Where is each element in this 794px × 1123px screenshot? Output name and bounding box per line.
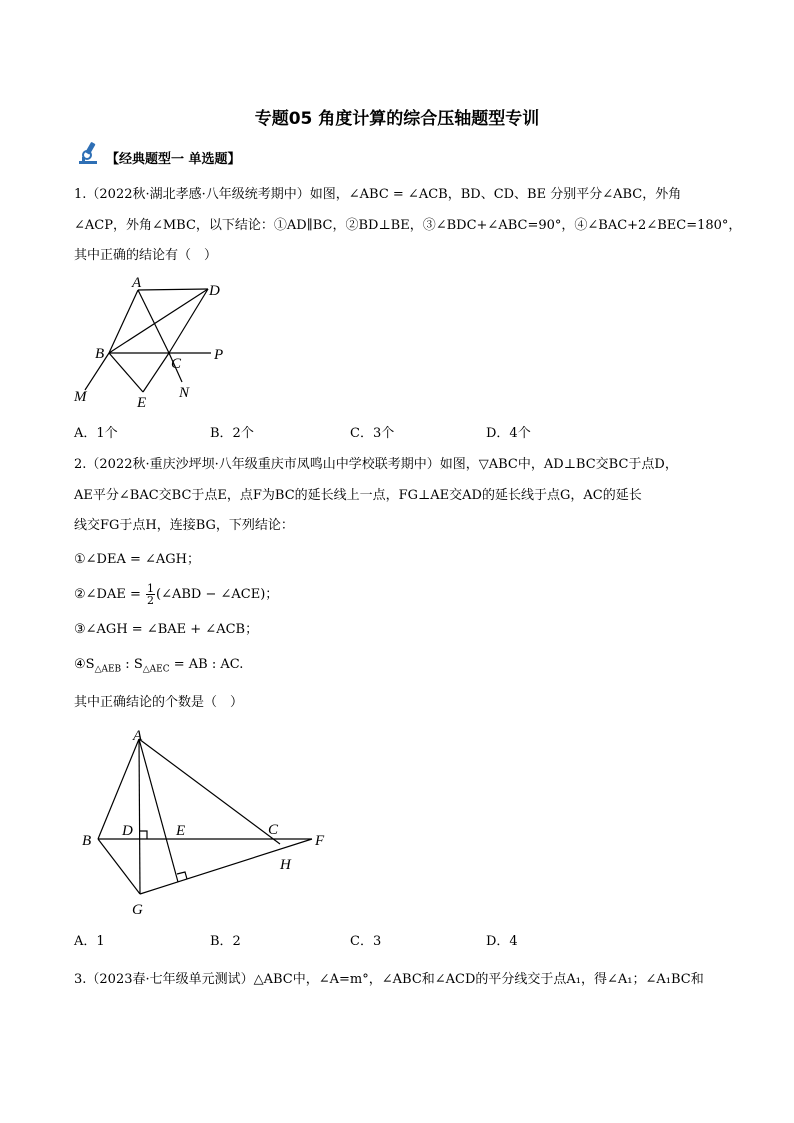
- q2-option-c[interactable]: C．3: [350, 934, 382, 949]
- q2-option-b[interactable]: B．2: [210, 934, 241, 949]
- q2-conclusion-1: ①∠DEA = ∠AGH；: [74, 552, 201, 567]
- q2-c2-fraction: [146, 583, 155, 606]
- q2-c4-post: = AB : AC.: [169, 657, 244, 672]
- q2-label-f: F: [315, 833, 325, 849]
- q2-c4-mid: : S: [121, 657, 143, 672]
- q1-label-b: B: [95, 346, 105, 362]
- q1-label-d: D: [209, 283, 220, 299]
- q2-option-a[interactable]: A．1: [74, 934, 105, 949]
- microscope-icon: [76, 140, 102, 170]
- q2-label-d: D: [122, 823, 133, 839]
- q2-line3: 线交FG于点H，连接BG，下列结论：: [74, 518, 294, 533]
- q2-conclusion-3: ③∠AGH = ∠BAE + ∠ACB；: [74, 622, 259, 637]
- q2-conclusion-4: [74, 657, 243, 678]
- q1-line3: 其中正确的结论有（ ）: [74, 248, 218, 263]
- q2-line1: 2.（2022秋·重庆沙坪坝·八年级重庆市凤鸣山中学校联考期中）如图，▽ABC中，AD⊥BC交BC于点D，: [74, 457, 678, 472]
- q1-option-b[interactable]: B．2个: [210, 426, 254, 441]
- q2-line2: AE平分∠BAC交BC于点E，点F为BC的延长线上一点，FG⊥AE交AD的延长线于点G，AC的延长: [74, 488, 642, 503]
- q1-line1: 1.（2022秋·湖北孝感·八年级统考期中）如图，∠ABC = ∠ACB，BD、CD、BE 分别平分∠ABC，外角: [74, 187, 682, 202]
- q2-conclusion-2: [74, 583, 278, 606]
- q2-option-d[interactable]: D．4: [486, 934, 518, 949]
- q1-line2: ∠ACP，外角∠MBC，以下结论：①AD∥BC，②BD⊥BE，③∠BDC+∠ABC=90°，④∠BAC+2∠BEC=180°，: [74, 218, 742, 233]
- q1-option-c[interactable]: C．3个: [350, 426, 395, 441]
- q2-label-g: G: [132, 902, 143, 918]
- section-heading: 【经典题型一 单选题】: [106, 152, 241, 167]
- q1-label-c: C: [171, 356, 182, 372]
- q2-figure: [70, 722, 340, 922]
- q1-label-a: A: [132, 275, 142, 291]
- q1-figure: [65, 275, 245, 415]
- q3-line1: 3.（2023春·七年级单元测试）△ABC中，∠A=m°，∠ABC和∠ACD的平分线交于点A₁，得∠A₁；∠A₁BC和: [74, 972, 704, 987]
- q1-label-n: N: [179, 385, 190, 401]
- q2-label-e: E: [176, 823, 186, 839]
- q2-c2-denominator: 2: [147, 594, 155, 607]
- q1-label-p: P: [214, 347, 224, 363]
- q2-label-c: C: [268, 822, 279, 838]
- q1-label-e: E: [137, 395, 147, 411]
- q2-c4-sub2: △AEC: [142, 664, 170, 675]
- q2-label-h: H: [280, 857, 291, 873]
- q2-c4-pre: ④S: [74, 657, 95, 672]
- q1-label-m: M: [74, 389, 87, 405]
- q1-option-d[interactable]: D．4个: [486, 426, 531, 441]
- page-title: 专题05 角度计算的综合压轴题型专训: [254, 109, 540, 129]
- q1-option-a[interactable]: A．1个: [74, 426, 118, 441]
- q2-c4-sub1: △AEB: [94, 664, 122, 675]
- q2-c2-numerator: 1: [147, 582, 155, 595]
- q2-label-a: A: [133, 728, 143, 744]
- q2-c2-post: (∠ABD − ∠ACE)；: [156, 587, 279, 602]
- q2-c2-pre: ②∠DAE =: [74, 587, 146, 602]
- q2-prompt: 其中正确结论的个数是（ ）: [74, 695, 244, 710]
- q2-label-b: B: [82, 833, 92, 849]
